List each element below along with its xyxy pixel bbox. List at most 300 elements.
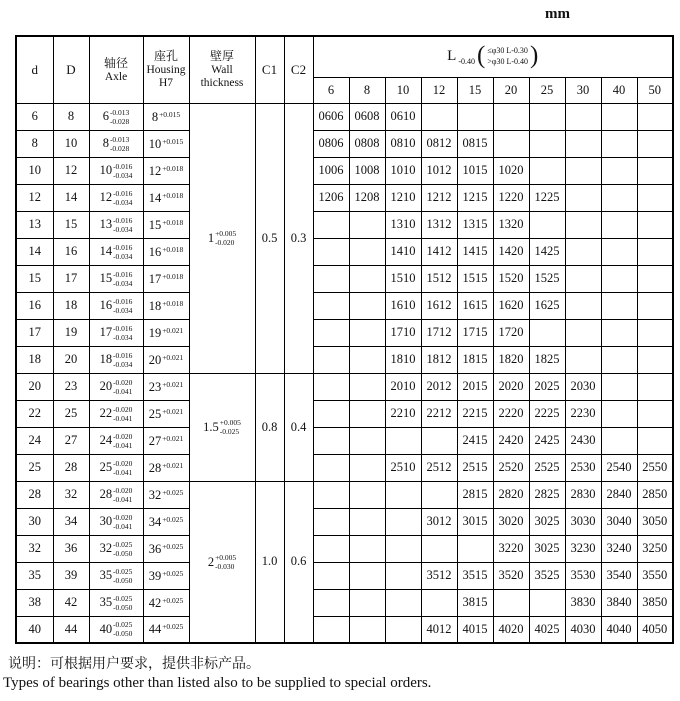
housing-tolerance: +0.015 (162, 136, 184, 146)
d-cell: 16 (16, 292, 53, 319)
l-value-cell (637, 400, 673, 427)
l-value-cell: 1510 (385, 265, 421, 292)
col-header-wall-thickness (189, 36, 255, 103)
l-value-cell: 2420 (493, 427, 529, 454)
l-value-cell (601, 157, 637, 184)
housing-cell (143, 562, 189, 589)
big-d-cell: 23 (53, 373, 89, 400)
l-size-header: 25 (529, 77, 565, 103)
l-value-cell (385, 508, 421, 535)
axle-cell (89, 589, 143, 616)
l-value-cell: 1620 (493, 292, 529, 319)
l-value-cell (637, 103, 673, 130)
l-value-cell: 0815 (457, 130, 493, 157)
d-cell: 12 (16, 184, 53, 211)
housing-label-en: Housing (146, 64, 186, 77)
l-value-cell (637, 427, 673, 454)
l-value-cell: 3025 (529, 508, 565, 535)
l-value-cell (313, 508, 349, 535)
l-value-cell (385, 562, 421, 589)
l-value-cell: 1812 (421, 346, 457, 373)
axle-cell (89, 184, 143, 211)
note-chinese: 说明：可根据用户要求，提供非标产品。 (8, 657, 260, 672)
tolerance-stack (215, 553, 236, 571)
housing-base: 25 (148, 406, 162, 421)
l-value-cell (637, 184, 673, 211)
tolerance-lower: -0.028 (109, 116, 130, 126)
l-value-cell: 1710 (385, 319, 421, 346)
big-d-cell: 32 (53, 481, 89, 508)
tolerance-stack (113, 620, 132, 638)
wall-base: 2 (207, 554, 215, 569)
l-value-cell (601, 373, 637, 400)
housing-base: 8 (151, 109, 159, 124)
l-label: L (447, 48, 457, 65)
l-value-cell (601, 103, 637, 130)
l-value-cell: 3020 (493, 508, 529, 535)
table-row (16, 562, 673, 589)
housing-cell (143, 508, 189, 535)
tolerance-stack (113, 324, 132, 342)
tolerance-lower: -0.034 (113, 197, 133, 207)
tolerance-lower: -0.041 (113, 467, 133, 477)
big-d-cell: 34 (53, 508, 89, 535)
tolerance-upper: +0.005 (219, 418, 241, 428)
l-value-cell: 1625 (529, 292, 565, 319)
l-value-cell (529, 319, 565, 346)
housing-base: 17 (148, 271, 162, 286)
l-value-cell (529, 157, 565, 184)
tolerance-lower: -0.050 (113, 629, 133, 639)
c1-cell: 0.5 (255, 103, 284, 373)
tolerance-lower: -0.050 (113, 602, 133, 612)
housing-cell (143, 130, 189, 157)
l-value-cell (349, 400, 385, 427)
axle-base: 13 (99, 217, 113, 232)
l-value-cell: 1225 (529, 184, 565, 211)
tolerance-upper: +0.005 (215, 229, 237, 239)
housing-tolerance: +0.025 (162, 487, 184, 497)
housing-tolerance: +0.021 (162, 406, 184, 416)
axle-base: 24 (99, 433, 113, 448)
housing-cell (143, 400, 189, 427)
l-value-cell: 1010 (385, 157, 421, 184)
d-cell: 6 (16, 103, 53, 130)
l-value-cell: 1008 (349, 157, 385, 184)
tolerance-lower: -0.025 (219, 427, 240, 437)
housing-cell (143, 535, 189, 562)
c1-cell: 1.0 (255, 481, 284, 643)
l-value-cell (349, 427, 385, 454)
l-size-header: 15 (457, 77, 493, 103)
l-value-cell: 2540 (601, 454, 637, 481)
l-value-cell (385, 535, 421, 562)
l-value-cell (637, 130, 673, 157)
l-value-cell (637, 319, 673, 346)
l-value-cell: 2225 (529, 400, 565, 427)
tolerance-lower: -0.050 (113, 575, 133, 585)
l-value-cell (637, 373, 673, 400)
big-d-cell: 42 (53, 589, 89, 616)
l-value-cell: 1315 (457, 211, 493, 238)
l-value-cell (349, 589, 385, 616)
l-value-cell (529, 211, 565, 238)
l-value-cell: 2210 (385, 400, 421, 427)
housing-base: 16 (148, 244, 162, 259)
l-value-cell (565, 130, 601, 157)
housing-tolerance: +0.021 (162, 352, 184, 362)
tolerance-lower: -0.020 (215, 238, 235, 248)
l-value-cell: 2830 (565, 481, 601, 508)
wall-thickness-cell (189, 373, 255, 481)
l-conditions (487, 46, 528, 67)
wall-base: 1.5 (203, 419, 219, 434)
tolerance-stack (113, 594, 132, 612)
table-row (16, 508, 673, 535)
tolerance-upper: -0.020 (113, 431, 133, 441)
tolerance-upper: -0.016 (113, 350, 133, 360)
housing-base: 28 (148, 460, 162, 475)
l-size-header: 12 (421, 77, 457, 103)
l-value-cell: 3525 (529, 562, 565, 589)
housing-tolerance: +0.018 (162, 190, 184, 200)
l-value-cell: 1012 (421, 157, 457, 184)
l-value-cell (493, 130, 529, 157)
housing-cell (143, 238, 189, 265)
note-english: Types of bearings other than listed also to be supplied to special orders. (3, 675, 432, 691)
l-value-cell: 2030 (565, 373, 601, 400)
table-row (16, 103, 673, 130)
l-value-cell (313, 319, 349, 346)
l-size-header: 10 (385, 77, 421, 103)
l-value-cell (637, 211, 673, 238)
tolerance-upper: -0.016 (113, 161, 133, 171)
tolerance-stack (113, 486, 132, 504)
l-value-cell: 1212 (421, 184, 457, 211)
tolerance-lower: -0.028 (109, 143, 130, 153)
housing-base: 15 (148, 217, 162, 232)
housing-cell (143, 481, 189, 508)
l-value-cell: 3515 (457, 562, 493, 589)
housing-tolerance: +0.025 (162, 595, 184, 605)
l-value-cell (421, 103, 457, 130)
l-value-cell: 3520 (493, 562, 529, 589)
l-value-cell: 2850 (637, 481, 673, 508)
tolerance-stack (215, 229, 236, 247)
l-value-cell (349, 292, 385, 319)
tolerance-upper: -0.025 (113, 566, 133, 576)
tolerance-lower: -0.041 (113, 494, 133, 504)
housing-cell (143, 373, 189, 400)
axle-cell (89, 346, 143, 373)
l-value-cell (637, 292, 673, 319)
l-value-cell: 4050 (637, 616, 673, 643)
l-value-cell: 2515 (457, 454, 493, 481)
l-value-cell (457, 535, 493, 562)
big-d-cell: 36 (53, 535, 89, 562)
l-value-cell (565, 184, 601, 211)
l-value-cell: 4015 (457, 616, 493, 643)
header-row-main (16, 36, 673, 77)
axle-base: 18 (99, 352, 113, 367)
big-d-cell: 19 (53, 319, 89, 346)
tolerance-upper: -0.025 (113, 620, 133, 630)
l-value-cell (421, 427, 457, 454)
l-value-cell: 3250 (637, 535, 673, 562)
tolerance-stack (113, 189, 132, 207)
axle-base: 22 (99, 406, 113, 421)
l-value-cell (637, 238, 673, 265)
l-value-cell: 3220 (493, 535, 529, 562)
d-cell: 15 (16, 265, 53, 292)
col-header-c2: C2 (284, 36, 313, 103)
l-value-cell: 2430 (565, 427, 601, 454)
l-value-cell: 1210 (385, 184, 421, 211)
axle-cell (89, 373, 143, 400)
c2-cell: 0.4 (284, 373, 313, 481)
l-value-cell: 3240 (601, 535, 637, 562)
housing-cell (143, 211, 189, 238)
tolerance-upper: -0.013 (109, 134, 130, 144)
col-header-housing (143, 36, 189, 103)
d-cell: 22 (16, 400, 53, 427)
axle-cell (89, 157, 143, 184)
l-value-cell: 3530 (565, 562, 601, 589)
tolerance-stack (113, 459, 132, 477)
axle-cell (89, 535, 143, 562)
l-value-cell: 3850 (637, 589, 673, 616)
col-header-d: d (16, 36, 53, 103)
l-value-cell: 1610 (385, 292, 421, 319)
tolerance-upper: -0.020 (113, 458, 133, 468)
l-value-cell (313, 481, 349, 508)
l-value-cell: 0808 (349, 130, 385, 157)
l-value-cell (601, 211, 637, 238)
big-d-cell: 12 (53, 157, 89, 184)
paren-close: ) (530, 42, 539, 70)
big-d-cell: 28 (53, 454, 89, 481)
axle-cell (89, 616, 143, 643)
tolerance-upper: -0.020 (113, 512, 133, 522)
l-value-cell (601, 292, 637, 319)
tolerance-stack (113, 216, 132, 234)
housing-base: 18 (148, 298, 162, 313)
housing-cell (143, 346, 189, 373)
l-value-cell: 1020 (493, 157, 529, 184)
l-value-cell: 2525 (529, 454, 565, 481)
l-value-cell: 2510 (385, 454, 421, 481)
l-value-cell (601, 238, 637, 265)
axle-base: 20 (99, 379, 113, 394)
l-value-cell (313, 373, 349, 400)
tolerance-upper: -0.016 (113, 242, 133, 252)
l-value-cell: 1815 (457, 346, 493, 373)
axle-cell (89, 562, 143, 589)
table-row (16, 535, 673, 562)
l-value-cell: 1006 (313, 157, 349, 184)
tolerance-upper: -0.013 (109, 107, 130, 117)
bearing-dimensions-table (15, 35, 674, 644)
l-value-cell (349, 319, 385, 346)
l-value-cell: 3512 (421, 562, 457, 589)
housing-tolerance: +0.025 (162, 622, 184, 632)
axle-base: 35 (99, 595, 113, 610)
l-value-cell: 2530 (565, 454, 601, 481)
l-value-cell: 1612 (421, 292, 457, 319)
l-value-cell (349, 616, 385, 643)
axle-cell (89, 481, 143, 508)
l-value-cell: 2012 (421, 373, 457, 400)
l-value-cell: 0812 (421, 130, 457, 157)
housing-cell (143, 184, 189, 211)
l-value-cell: 2840 (601, 481, 637, 508)
l-value-cell (601, 346, 637, 373)
tolerance-stack (113, 297, 132, 315)
tolerance-lower: -0.030 (215, 561, 235, 571)
wall-thickness-cell (189, 103, 255, 373)
tolerance-lower: -0.034 (113, 170, 133, 180)
tolerance-lower: -0.034 (113, 305, 133, 315)
l-tolerance-sub: -0.40 (458, 56, 476, 66)
l-value-cell (313, 535, 349, 562)
l-value-cell: 2415 (457, 427, 493, 454)
big-d-cell: 27 (53, 427, 89, 454)
l-size-header: 50 (637, 77, 673, 103)
l-value-cell: 2010 (385, 373, 421, 400)
l-value-cell (349, 238, 385, 265)
l-value-cell: 4012 (421, 616, 457, 643)
l-value-cell (349, 265, 385, 292)
housing-base: 19 (148, 325, 162, 340)
tolerance-lower: -0.041 (113, 440, 133, 450)
big-d-cell: 8 (53, 103, 89, 130)
housing-tolerance: +0.018 (162, 298, 184, 308)
axle-base: 15 (99, 271, 113, 286)
l-value-cell (565, 292, 601, 319)
big-d-cell: 18 (53, 292, 89, 319)
housing-base: 14 (148, 190, 162, 205)
housing-tolerance: +0.025 (162, 568, 184, 578)
axle-base: 10 (99, 163, 113, 178)
l-value-cell: 1215 (457, 184, 493, 211)
d-cell: 24 (16, 427, 53, 454)
wall-base: 1 (207, 230, 215, 245)
l-value-cell: 0606 (313, 103, 349, 130)
tolerance-lower: -0.041 (113, 386, 133, 396)
housing-base: 32 (148, 487, 162, 502)
l-value-cell: 1312 (421, 211, 457, 238)
l-value-cell: 3840 (601, 589, 637, 616)
housing-cell (143, 265, 189, 292)
axle-cell (89, 427, 143, 454)
tolerance-upper: -0.025 (113, 593, 133, 603)
c1-cell: 0.8 (255, 373, 284, 481)
table-row (16, 130, 673, 157)
housing-tolerance: +0.018 (162, 217, 184, 227)
d-cell: 30 (16, 508, 53, 535)
l-value-cell: 1712 (421, 319, 457, 346)
housing-tolerance: +0.021 (162, 325, 184, 335)
l-value-cell (601, 427, 637, 454)
c2-cell: 0.6 (284, 481, 313, 643)
l-value-cell (457, 103, 493, 130)
table-row (16, 346, 673, 373)
l-value-cell: 1515 (457, 265, 493, 292)
l-value-cell: 1715 (457, 319, 493, 346)
l-value-cell: 1206 (313, 184, 349, 211)
l-value-cell: 2520 (493, 454, 529, 481)
l-value-cell: 1412 (421, 238, 457, 265)
l-value-cell: 4020 (493, 616, 529, 643)
l-value-cell (565, 265, 601, 292)
housing-cell (143, 292, 189, 319)
l-condition-2: >φ30 L-0.40 (487, 56, 529, 66)
axle-label-zh: 轴径 (103, 55, 128, 70)
l-value-cell (313, 427, 349, 454)
table-row (16, 481, 673, 508)
housing-base: 36 (148, 541, 162, 556)
l-value-cell: 2820 (493, 481, 529, 508)
housing-tolerance: +0.021 (162, 460, 184, 470)
unit-label: mm (545, 6, 570, 22)
l-value-cell: 0608 (349, 103, 385, 130)
l-value-cell (637, 265, 673, 292)
housing-tolerance: +0.021 (162, 433, 184, 443)
big-d-cell: 16 (53, 238, 89, 265)
housing-base: 27 (148, 433, 162, 448)
axle-base: 30 (99, 514, 113, 529)
table-row (16, 427, 673, 454)
tolerance-stack (113, 270, 132, 288)
l-value-cell (601, 184, 637, 211)
l-value-cell: 0610 (385, 103, 421, 130)
axle-base: 14 (99, 244, 113, 259)
table-body (16, 103, 673, 643)
housing-cell (143, 427, 189, 454)
axle-cell (89, 103, 143, 130)
l-formula (314, 42, 673, 70)
l-condition-1: ≤φ30 L-0.30 (487, 46, 528, 56)
l-size-header: 20 (493, 77, 529, 103)
table-row (16, 454, 673, 481)
l-value-cell (349, 535, 385, 562)
c2-cell: 0.3 (284, 103, 313, 373)
housing-base: 10 (148, 136, 162, 151)
l-value-cell: 3025 (529, 535, 565, 562)
axle-cell (89, 454, 143, 481)
l-value-cell: 1820 (493, 346, 529, 373)
housing-base: 44 (148, 622, 162, 637)
tolerance-stack (113, 567, 132, 585)
l-value-cell: 3830 (565, 589, 601, 616)
l-value-cell: 1512 (421, 265, 457, 292)
housing-base: 12 (148, 163, 162, 178)
l-value-cell (349, 211, 385, 238)
l-size-header: 8 (349, 77, 385, 103)
housing-base: 20 (148, 352, 162, 367)
l-value-cell: 2215 (457, 400, 493, 427)
l-value-cell: 1310 (385, 211, 421, 238)
l-value-cell (529, 130, 565, 157)
l-size-header: 40 (601, 77, 637, 103)
tolerance-lower: -0.034 (113, 359, 133, 369)
axle-base: 8 (102, 136, 109, 151)
tolerance-lower: -0.041 (113, 413, 133, 423)
tolerance-upper: -0.025 (113, 539, 133, 549)
l-value-cell (349, 346, 385, 373)
tolerance-upper: -0.016 (113, 269, 133, 279)
l-value-cell (601, 400, 637, 427)
